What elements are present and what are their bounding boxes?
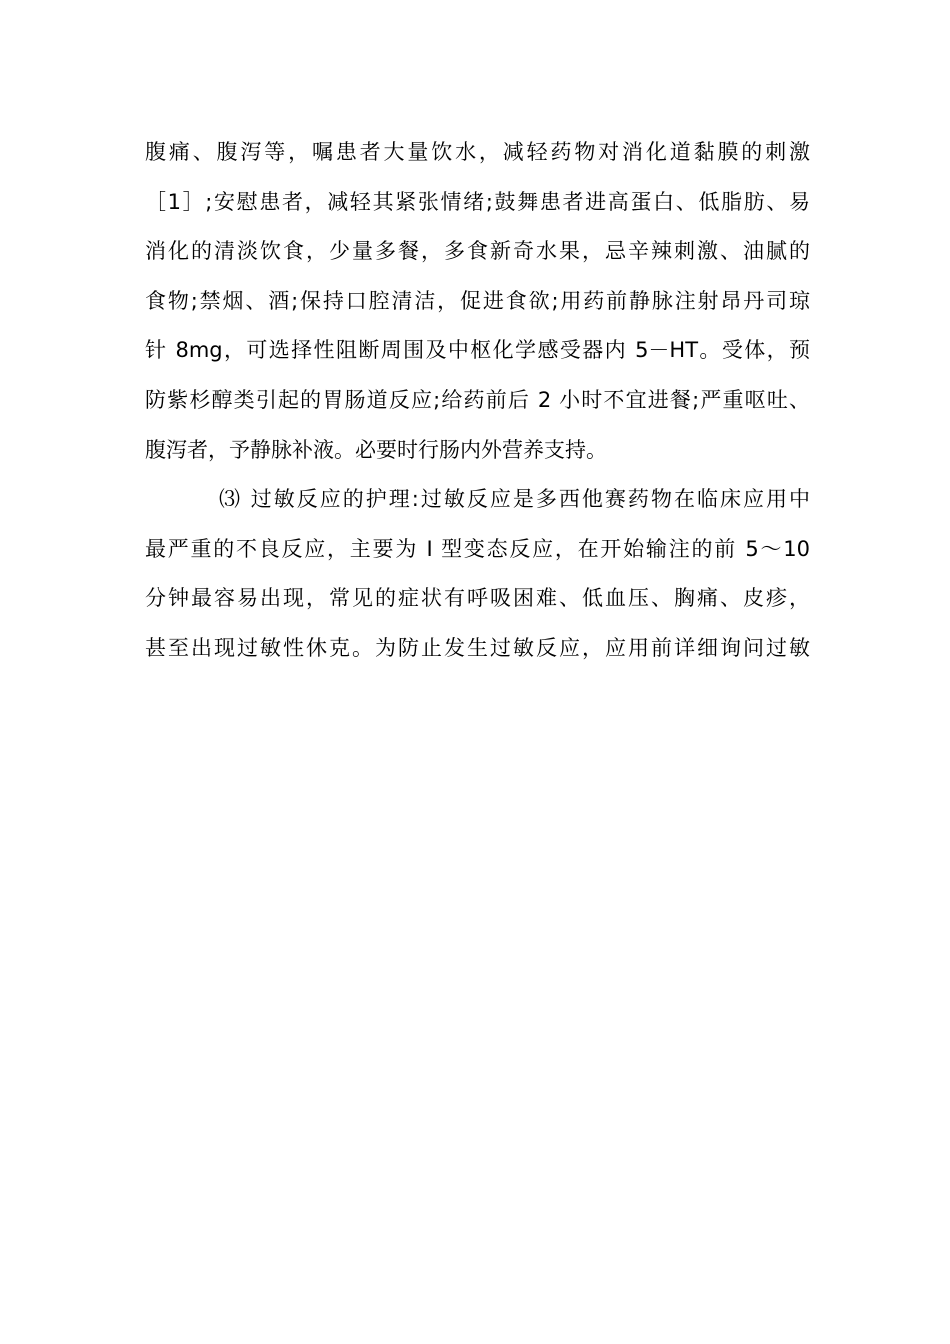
text-line-4: 食物;禁烟、酒;保持口腔清洁，促进食欲;用药前静脉注射昂丹司琼 [145,288,810,313]
text-line-8: ⑶ 过敏反应的护理:过敏反应是多西他赛药物在临床应用中 [219,487,810,512]
body-text [145,128,810,674]
text-line-5: 针 8mg，可选择性阻断周围及中枢化学感受器内 5－HT。受体，预 [145,338,810,363]
text-line-9: 最严重的不良反应，主要为 I 型变态反应，在开始输注的前 5～10 [145,536,810,561]
text-line-10: 分钟最容易出现，常见的症状有呼吸困难、低血压、胸痛、皮疹， [145,586,810,611]
text-line-2: ［1］;安慰患者，减轻其紧张情绪;鼓舞患者进高蛋白、低脂肪、易 [145,189,810,214]
text-line-6: 防紫杉醇类引起的胃肠道反应;给药前后 2 小时不宜进餐;严重呕吐、 [145,387,810,412]
text-line-11: 甚至出现过敏性休克。为防止发生过敏反应，应用前详细询问过敏 [145,635,810,660]
text-line-7: 腹泻者，予静脉补液。必要时行肠内外营养支持。 [145,437,607,462]
text-line-1: 腹痛、腹泻等，嘱患者大量饮水，减轻药物对消化道黏膜的刺激 [145,140,810,164]
text-line-3: 消化的清淡饮食，少量多餐，多食新奇水果，忌辛辣刺激、油腻的 [145,239,810,264]
